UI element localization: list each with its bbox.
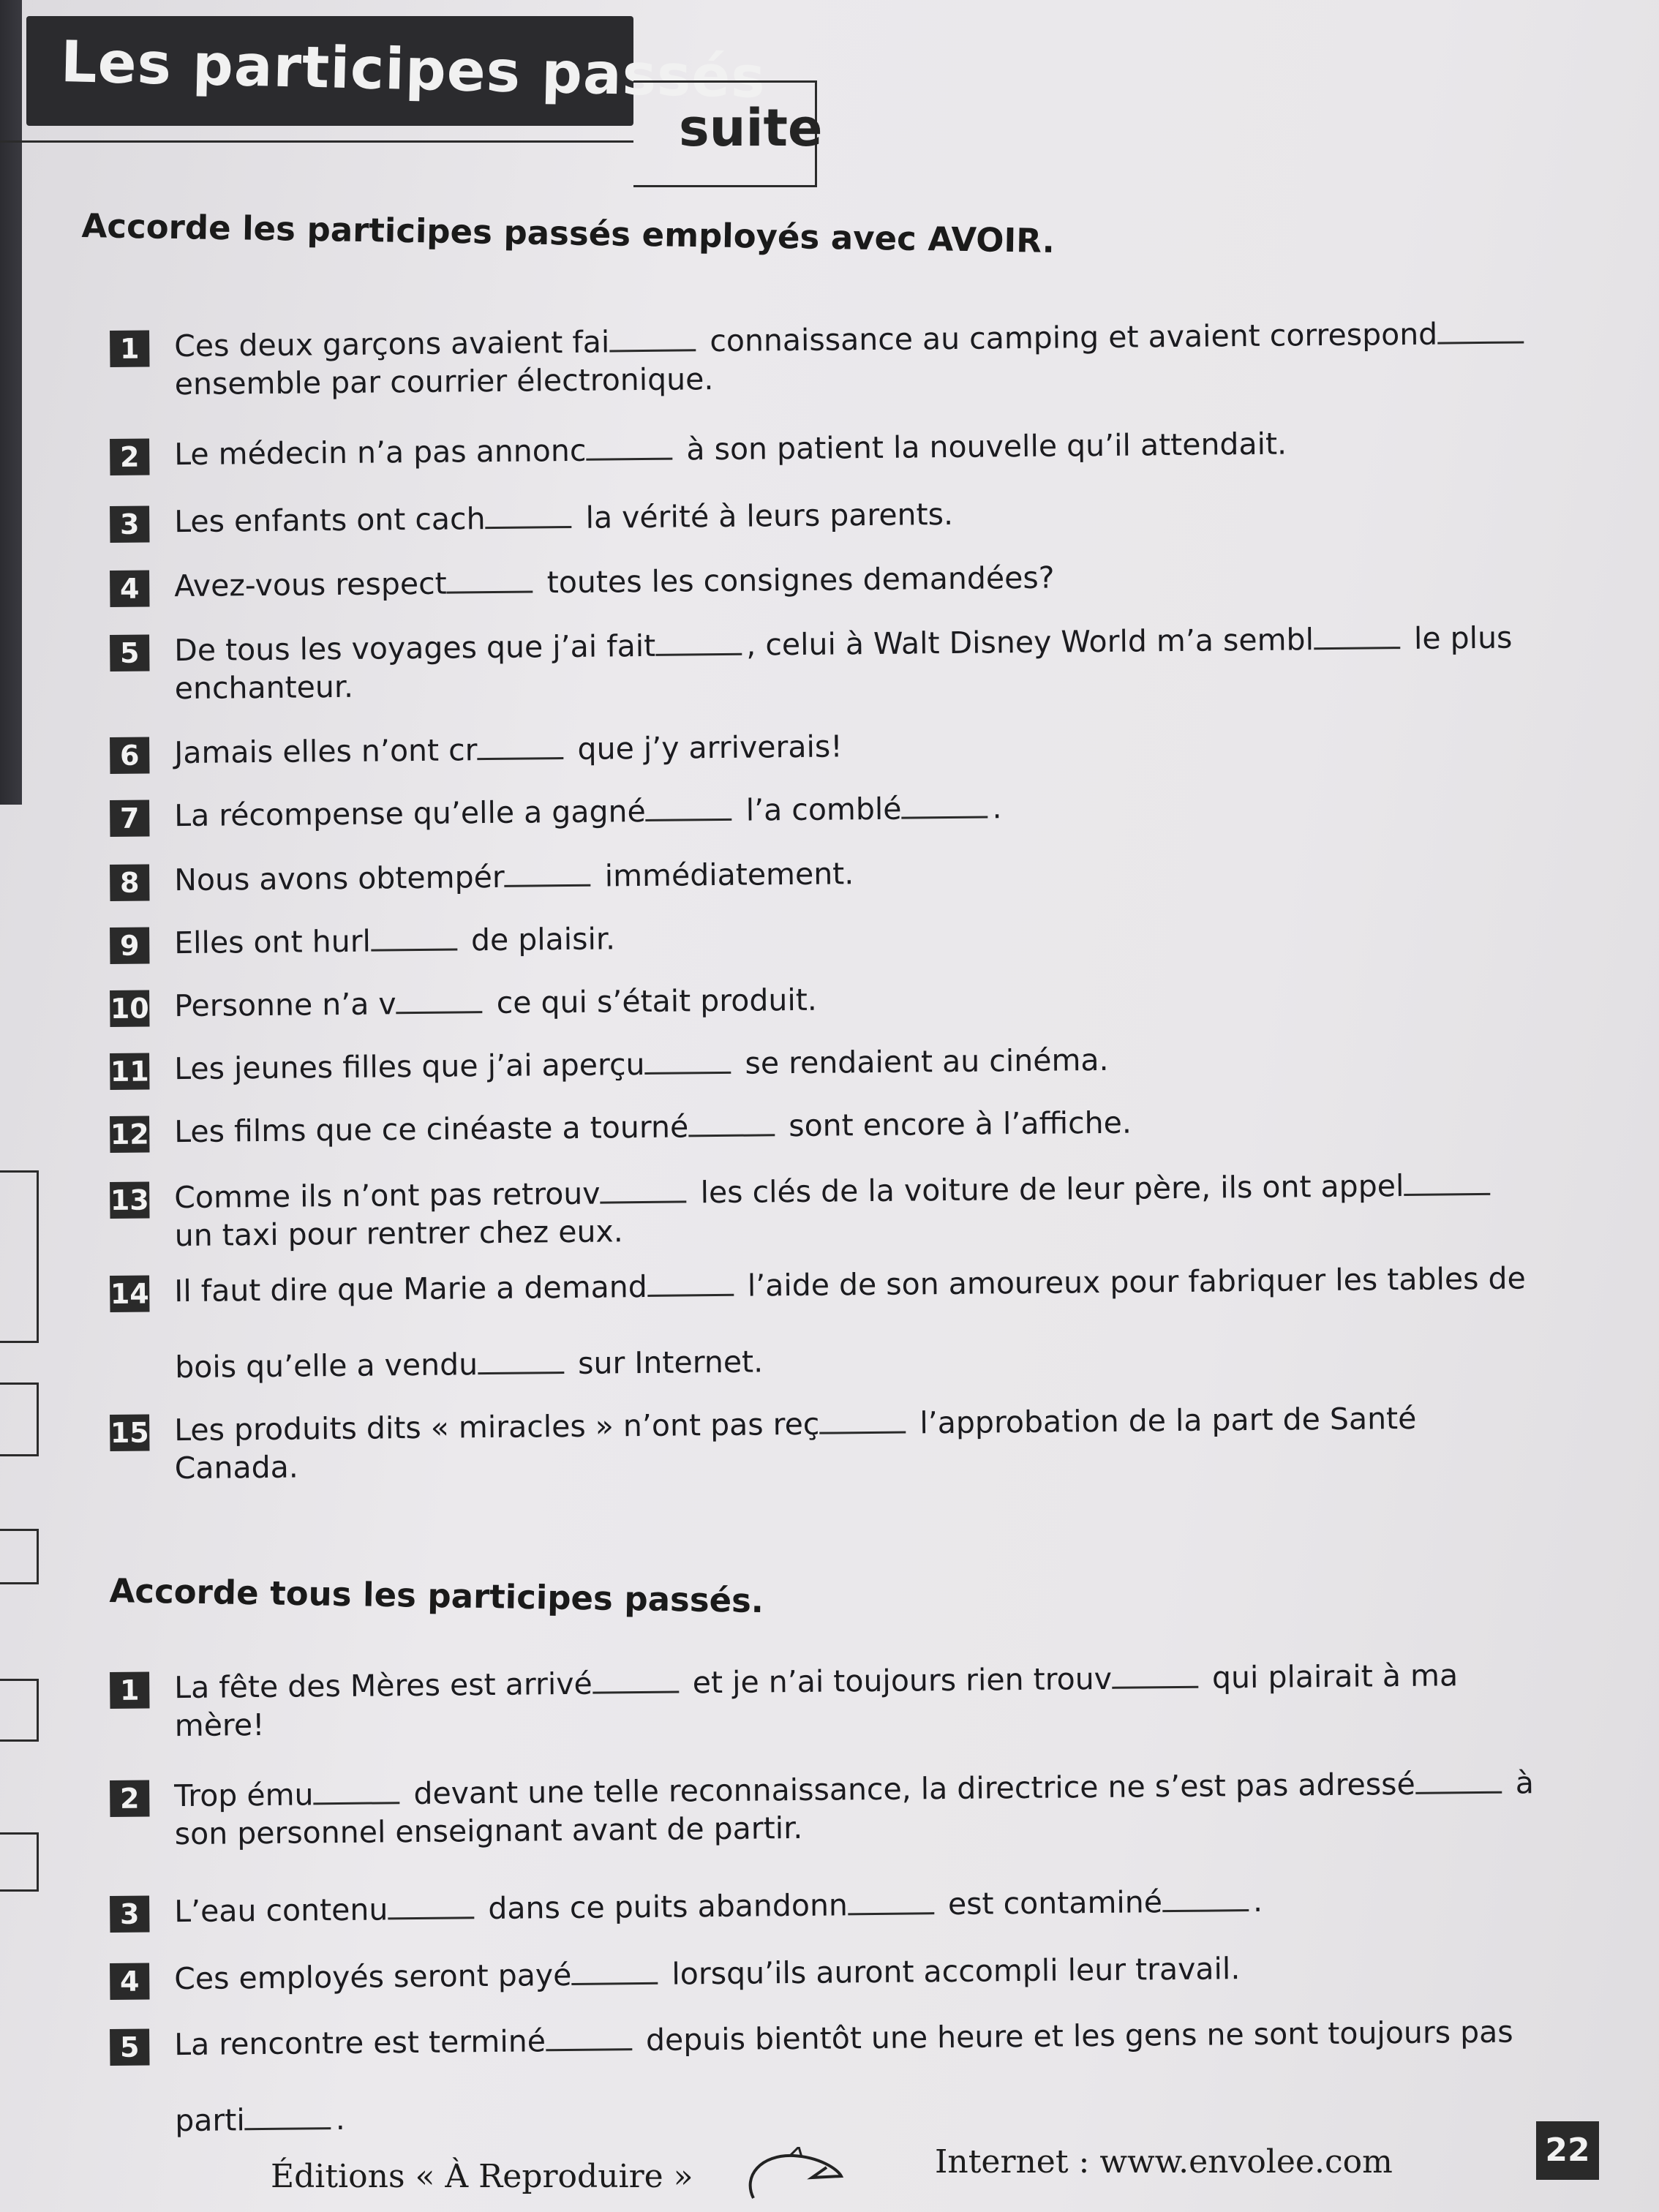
item-text xyxy=(174,721,1565,772)
adjacent-page-box xyxy=(0,1382,39,1456)
publisher-logo-icon xyxy=(739,2147,849,2205)
text-segment: La rencontre est terminé xyxy=(174,2023,546,2063)
answer-blank[interactable] xyxy=(478,1347,564,1374)
item-number: 3 xyxy=(110,505,149,543)
text-segment: et je n’ai toujours rien trouv xyxy=(682,1660,1113,1701)
answer-blank[interactable] xyxy=(1404,1168,1490,1196)
item-number: 7 xyxy=(110,800,149,837)
section1-item-3 xyxy=(110,496,1565,541)
website-credit: Internet : www.envolee.com xyxy=(935,2143,1393,2181)
answer-blank[interactable] xyxy=(1112,1661,1198,1689)
text-segment: depuis bientôt une heure et les gens ne sont toujours pas parti xyxy=(174,2014,1513,2139)
item-text xyxy=(174,1037,1565,1088)
item-text xyxy=(174,1655,1566,1745)
item-text xyxy=(174,974,1565,1025)
text-segment: sont encore à l’affiche. xyxy=(778,1105,1132,1144)
section2-item-1 xyxy=(110,1658,1565,1745)
text-segment: Les produits dits « miracles » n’ont pas reç xyxy=(174,1406,820,1448)
section-2-instruction: Accorde tous les participes passés. xyxy=(109,1571,764,1621)
answer-blank[interactable] xyxy=(1162,1884,1249,1912)
answer-blank[interactable] xyxy=(245,2102,331,2130)
answer-blank[interactable] xyxy=(477,732,563,760)
text-segment: est contaminé xyxy=(938,1884,1163,1922)
item-text xyxy=(174,848,1565,899)
text-segment: Jamais elles n’ont cr xyxy=(174,732,478,771)
text-segment: l’a comblé xyxy=(736,791,902,828)
section1-item-13 xyxy=(110,1167,1565,1255)
item-number: 10 xyxy=(110,990,149,1027)
text-segment: Elles ont hurl xyxy=(174,923,372,961)
text-segment: . xyxy=(335,2101,345,2137)
text-segment: Nous avons obtempér xyxy=(174,859,505,898)
item-text xyxy=(174,2012,1566,2140)
text-segment: connaissance au camping et avaient correspond xyxy=(700,316,1438,359)
item-text xyxy=(174,1259,1566,1386)
answer-blank[interactable] xyxy=(586,433,672,461)
text-segment: que j’y arriverais! xyxy=(568,729,843,767)
section1-item-7 xyxy=(110,790,1565,835)
publisher-credit: Éditions « À Reproduire » xyxy=(271,2158,693,2195)
text-segment: De tous les voyages que j’ai fait xyxy=(174,628,656,669)
text-segment: Les films que ce cinéaste a tourné xyxy=(174,1109,689,1150)
page-title: Les participes passés xyxy=(59,29,767,111)
text-segment: Ces deux garçons avaient fai xyxy=(174,324,610,364)
text-segment: ensemble par courrier électronique. xyxy=(174,315,1529,402)
text-segment: dans ce puits abandonn xyxy=(478,1887,849,1927)
text-segment: La fête des Mères est arrivé xyxy=(174,1666,592,1706)
item-number: 2 xyxy=(110,438,149,475)
section2-item-4 xyxy=(110,1951,1565,1998)
text-segment: La récompense qu’elle a gagné xyxy=(174,793,646,834)
adjacent-page-box xyxy=(0,1170,39,1343)
text-segment: la vérité à leurs parents. xyxy=(576,496,954,535)
item-text xyxy=(174,422,1565,473)
item-text xyxy=(174,911,1565,962)
text-segment: de plaisir. xyxy=(461,921,616,958)
answer-blank[interactable] xyxy=(1415,1767,1501,1794)
item-text xyxy=(174,554,1565,605)
text-segment: à son personnel enseignant avant de partir. xyxy=(174,1765,1535,1852)
item-number: 6 xyxy=(110,737,149,774)
section1-item-9 xyxy=(110,921,1565,963)
section1-item-8 xyxy=(110,856,1565,900)
section1-item-2 xyxy=(110,426,1565,474)
text-segment: toutes les consignes demandées? xyxy=(537,560,1055,601)
section1-item-4 xyxy=(110,560,1565,606)
page-number: 22 xyxy=(1536,2121,1599,2180)
item-number: 13 xyxy=(110,1181,149,1219)
text-segment: Trop ému xyxy=(174,1777,314,1814)
text-segment: Les jeunes filles que j’ai aperçu xyxy=(174,1046,645,1087)
text-segment: Ces employés seront payé xyxy=(174,1957,572,1997)
text-segment: immédiatement. xyxy=(595,856,854,894)
item-number: 9 xyxy=(110,927,149,964)
text-segment: l’aide de son amoureux pour fabriquer les tables de bois qu’elle a vendu xyxy=(174,1260,1526,1385)
section2-item-2 xyxy=(110,1765,1565,1854)
item-text xyxy=(174,1879,1565,1930)
item-number: 8 xyxy=(110,864,149,901)
answer-blank[interactable] xyxy=(446,565,533,593)
text-segment: lorsqu’ils auront accompli leur travail. xyxy=(662,1951,1241,1992)
item-text xyxy=(174,783,1565,835)
item-text xyxy=(174,489,1565,541)
answer-blank[interactable] xyxy=(819,1407,906,1434)
answer-blank[interactable] xyxy=(504,859,590,887)
answer-blank[interactable] xyxy=(609,324,696,352)
title-rule xyxy=(0,140,633,143)
suite-label: suite xyxy=(679,98,823,158)
text-segment: sur Internet. xyxy=(568,1344,764,1381)
text-segment: un taxi pour rentrer chez eux. xyxy=(174,1167,1495,1254)
text-segment: Le médecin n’a pas annonc xyxy=(174,432,587,473)
text-segment: Il faut dire que Marie a demand xyxy=(174,1268,648,1309)
answer-blank[interactable] xyxy=(901,791,988,819)
answer-blank[interactable] xyxy=(485,501,571,529)
answer-blank[interactable] xyxy=(571,1957,658,1985)
section1-item-12 xyxy=(110,1105,1565,1151)
answer-blank[interactable] xyxy=(396,986,482,1014)
text-segment: devant une telle reconnaissance, la directrice ne s’est pas adressé xyxy=(404,1766,1415,1812)
item-number: 1 xyxy=(110,330,149,367)
text-segment: , celui à Walt Disney World m’a sembl xyxy=(746,622,1314,663)
section1-item-10 xyxy=(110,982,1565,1026)
answer-blank[interactable] xyxy=(388,1892,474,1919)
adjacent-page-box xyxy=(0,1529,39,1584)
text-segment: qui plairait à ma mère! xyxy=(174,1658,1459,1744)
answer-blank[interactable] xyxy=(688,1109,775,1137)
item-number: 1 xyxy=(110,1671,149,1709)
item-number: 14 xyxy=(110,1275,149,1312)
text-segment: L’eau contenu xyxy=(174,1892,388,1930)
section2-item-5 xyxy=(110,2014,1565,2140)
section-1-instruction: Accorde les participes passés employés avec AVOIR. xyxy=(81,206,1056,260)
item-text xyxy=(174,314,1566,403)
answer-blank[interactable] xyxy=(645,794,731,821)
answer-blank[interactable] xyxy=(313,1777,399,1805)
item-number: 3 xyxy=(110,1895,149,1933)
section1-item-15 xyxy=(110,1400,1565,1488)
answer-blank[interactable] xyxy=(1437,316,1524,344)
section1-item-6 xyxy=(110,729,1565,772)
item-text xyxy=(174,1165,1566,1254)
text-segment: Avez-vous respect xyxy=(174,565,447,604)
answer-blank[interactable] xyxy=(1314,622,1400,650)
item-number: 4 xyxy=(110,1963,149,2000)
section1-item-1 xyxy=(110,315,1565,404)
item-number: 2 xyxy=(110,1780,149,1817)
text-segment: le plus enchanteur. xyxy=(174,620,1513,707)
item-text xyxy=(174,618,1566,707)
answer-blank[interactable] xyxy=(655,628,742,656)
answer-blank[interactable] xyxy=(848,1887,934,1915)
answer-blank[interactable] xyxy=(546,2023,632,2051)
adjacent-page-box xyxy=(0,1679,39,1742)
item-number: 11 xyxy=(110,1053,149,1090)
text-segment: ce qui s’était produit. xyxy=(486,982,818,1021)
text-segment: les clés de la voiture de leur père, ils ont appel xyxy=(691,1168,1404,1211)
text-segment: . xyxy=(992,790,1002,826)
section1-item-14 xyxy=(110,1260,1565,1387)
item-number: 15 xyxy=(110,1414,149,1451)
item-text xyxy=(174,1946,1565,1998)
section1-item-11 xyxy=(110,1042,1565,1088)
adjacent-page-box xyxy=(0,1832,39,1892)
section2-item-3 xyxy=(110,1883,1565,1931)
item-number: 12 xyxy=(110,1116,149,1153)
item-number: 5 xyxy=(110,2028,149,2066)
section1-item-5 xyxy=(110,620,1565,708)
text-segment: Comme ils n’ont pas retrouv xyxy=(174,1175,601,1216)
page-shadow xyxy=(0,0,22,805)
answer-blank[interactable] xyxy=(371,923,457,951)
answer-blank[interactable] xyxy=(600,1175,686,1203)
text-segment: l’approbation de la part de Santé Canada. xyxy=(174,1400,1417,1486)
item-text xyxy=(174,1764,1566,1853)
answer-blank[interactable] xyxy=(644,1047,731,1075)
item-text xyxy=(174,1398,1566,1487)
item-text xyxy=(174,1099,1565,1151)
item-number: 5 xyxy=(110,634,149,672)
text-segment: à son patient la nouvelle qu’il attendait. xyxy=(677,426,1287,467)
answer-blank[interactable] xyxy=(647,1269,734,1297)
answer-blank[interactable] xyxy=(592,1666,678,1694)
item-number: 4 xyxy=(110,570,149,607)
text-segment: Les enfants ont cach xyxy=(174,501,486,540)
text-segment: Personne n’a v xyxy=(174,986,396,1024)
text-segment: se rendaient au cinéma. xyxy=(735,1042,1109,1081)
text-segment: . xyxy=(1252,1883,1263,1919)
